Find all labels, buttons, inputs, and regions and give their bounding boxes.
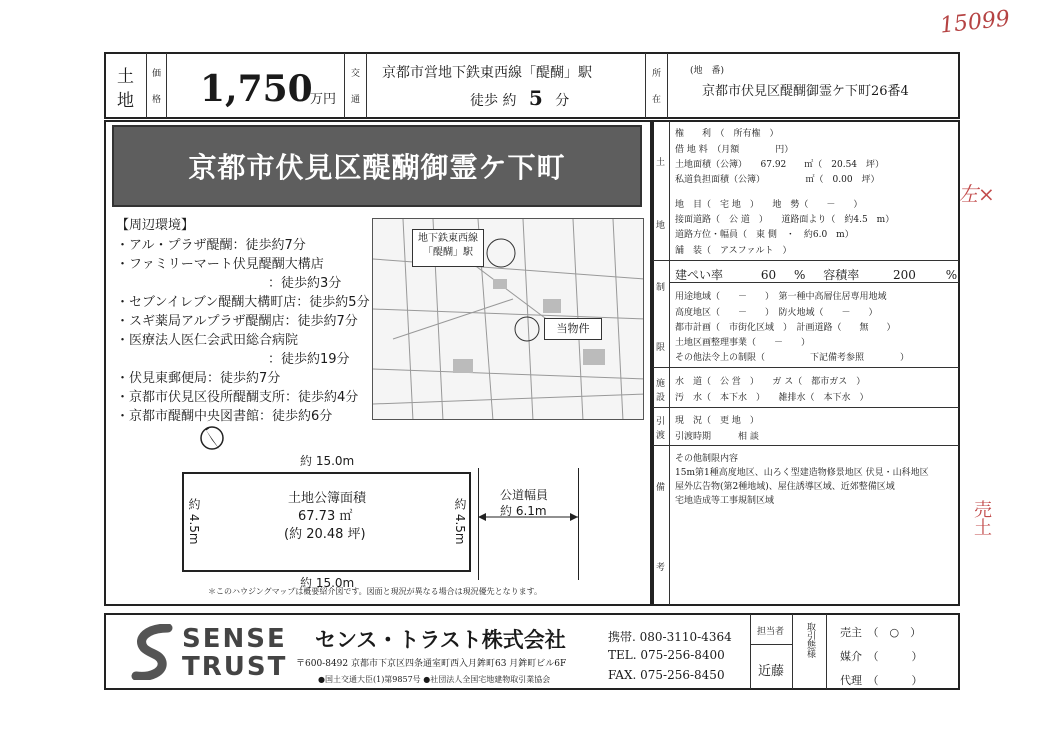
transaction-mode-label: 取引態様: [805, 622, 815, 658]
far-value: 200: [893, 268, 916, 282]
section-label: 備: [656, 483, 666, 493]
other-law-row: その他法令上の制限（ 下記備考参照 ）: [675, 353, 910, 363]
road-title: 公道幅員: [500, 488, 549, 502]
lease-row: 借 地 料 （月額 円）: [675, 145, 794, 155]
type-label: 地: [117, 91, 134, 111]
walk-minutes: 5: [528, 86, 543, 110]
price-label: 格: [152, 95, 162, 105]
rights-row: 権 利 （ 所有権 ）: [675, 129, 779, 139]
handwritten-number: 15099: [938, 6, 1012, 39]
mode-sale: 売主 （ ○ ）: [840, 626, 922, 639]
water-row: 水 道（ 公 営 ） ガ ス（ 都市ガス ）: [675, 377, 866, 387]
price-unit: 万円: [310, 92, 337, 107]
area-title: 土地公簿面積: [288, 491, 367, 506]
location-label: 所: [652, 69, 662, 79]
land-category-row: 地 目（ 宅 地 ） 地 勢（ － ）: [675, 200, 863, 210]
bcr-value: 60: [760, 268, 777, 282]
map-note: ＊このハウジングマップは概要紹介図です。図面と現況が異なる場合は現況優先となります。: [208, 587, 543, 596]
section-label: 地: [656, 221, 666, 231]
note-line: 屋外広告物(第2種地域)、屋住誘導区域、近郊整備区域: [675, 482, 895, 492]
list-item: ：徒歩約19分: [268, 352, 350, 367]
height-zone-row: 高度地区（ － ） 防火地域（ － ）: [675, 308, 878, 318]
tel-number: TEL. 075-256-8400: [608, 648, 725, 662]
readjust-row: 土地区画整理事業（ － ）: [675, 338, 811, 348]
company-logo-icon: [130, 624, 176, 680]
price-label: 価: [152, 69, 162, 79]
section-label: 考: [656, 563, 666, 573]
bcr-label: 建ぺい率: [675, 268, 724, 282]
handwritten-mark: 売土: [971, 500, 992, 536]
walk-prefix: 徒歩 約: [470, 93, 517, 109]
coverage-row: [675, 266, 957, 283]
city-plan-row: 都市計画（ 市街化区域 ） 計画道路（ 無 ）: [675, 323, 896, 333]
page-title: 京都市伏見区醍醐御霊ケ下町: [188, 151, 566, 184]
access-label: 交: [351, 69, 361, 79]
walk-time: [470, 86, 569, 110]
list-item: ・スギ薬局アルプラザ醍醐店：徒歩約7分: [116, 314, 358, 329]
section-label: 設: [656, 393, 666, 403]
access-label: 通: [351, 95, 361, 105]
title-banner: [112, 125, 642, 207]
area-tsubo: (約 20.48 坪): [284, 527, 366, 542]
plot-right-dimension: 約 4.5m: [453, 498, 467, 545]
lot-label: (地 番): [690, 66, 725, 76]
section-label: 引: [656, 417, 666, 427]
section-label: 制: [656, 283, 666, 293]
type-label: 土: [117, 67, 134, 87]
fax-number: FAX. 075-256-8450: [608, 668, 725, 682]
company-name: センス・トラスト株式会社: [315, 627, 566, 652]
list-item: ・京都市醍醐中央図書館：徒歩約6分: [116, 409, 333, 424]
location-label: 在: [652, 95, 662, 105]
sewage-row: 汚 水（ 本下水 ） 雑排水（ 本下水 ）: [675, 393, 869, 403]
far-unit: %: [945, 268, 958, 282]
logo-word: TRUST: [182, 652, 288, 682]
private-road-row: 私道負担面積（公簿） ㎡（ 0.00 坪）: [675, 175, 880, 185]
list-item: ・アル・プラザ醍醐：徒歩約7分: [116, 238, 306, 253]
mobile-number: 携帯. 080-3110-4364: [608, 630, 732, 644]
mode-proxy: 代理 （ ）: [840, 674, 923, 687]
bcr-unit: %: [793, 268, 806, 282]
road-width: 約 6.1m: [500, 504, 547, 518]
list-item: ・医療法人医仁会武田総合病院: [116, 333, 299, 348]
list-item: ・ファミリーマート伏見醍醐大構店: [116, 257, 324, 272]
section-label: 限: [656, 343, 666, 353]
property-label: 当物件: [544, 318, 602, 340]
staff-name: 近藤: [758, 664, 785, 679]
road-direction-row: 道路方位・幅員（ 東 側 ・ 約6.0 m）: [675, 230, 854, 240]
list-item: ・伏見東郵便局：徒歩約7分: [116, 371, 281, 386]
use-zone-row: 用途地域（ － ） 第一種中高層住居専用地域: [675, 292, 887, 302]
list-item: ・セブンイレブン醍醐大構町店：徒歩約5分: [116, 295, 370, 310]
list-item: ・京都市伏見区役所醍醐支所：徒歩約4分: [116, 390, 359, 405]
walk-unit: 分: [555, 93, 570, 109]
list-item: ：徒歩約3分: [268, 276, 342, 291]
note-line: 宅地造成等工事規制区域: [675, 496, 775, 506]
section-label: 施: [656, 379, 666, 389]
land-area-row: 土地面積（公簿） 67.92 ㎡（ 20.54 坪）: [675, 160, 885, 170]
company-address: 〒600-8492 京都市下京区四条通室町西入月鉾町63 月鉾町ビル6F: [296, 659, 567, 669]
note-line: 15m第1種高度地区、山ろく型建造物修景地区 伏見・山科地区: [675, 468, 929, 478]
address-text: 京都市伏見区醍醐御霊ケ下町26番4: [702, 84, 909, 99]
notes-title: その他制限内容: [675, 454, 739, 464]
compass-icon: [198, 420, 228, 454]
far-label: 容積率: [823, 268, 860, 282]
handover-row: 引渡時期 相 談: [675, 432, 759, 442]
price-value: 1,750: [200, 68, 313, 110]
road-contact-row: 接面道路（ 公 道 ） 道路面より（ 約4.5 m）: [675, 215, 895, 225]
section-label: 渡: [656, 431, 666, 441]
section-label: 土: [656, 158, 666, 168]
plot-left-dimension: 約 4.5m: [187, 498, 201, 545]
area-m2: 67.73 ㎡: [298, 509, 353, 524]
license-text: ●国土交通大臣(1)第9857号 ●社団法人全国宅地建物取引業協会: [318, 675, 551, 684]
station-label: 地下鉄東西線 「醍醐」駅: [412, 229, 484, 267]
station-text: 京都市営地下鉄東西線「醍醐」駅: [382, 65, 592, 81]
details-panel: [652, 120, 960, 606]
paving-row: 舗 装（ アスファルト ）: [675, 246, 792, 256]
environment-heading: 【周辺環境】: [116, 218, 195, 233]
handwritten-mark: 左×: [958, 182, 995, 206]
plot-bottom-dimension: 約 15.0m: [300, 576, 355, 590]
current-row: 現 況（ 更 地 ）: [675, 416, 759, 426]
mode-agent: 媒介 （ ）: [840, 650, 923, 663]
staff-label: 担当者: [757, 627, 785, 637]
plot-top-dimension: 約 15.0m: [300, 454, 355, 468]
road-width-arrow: [478, 510, 578, 524]
logo-word: SENSE: [182, 624, 287, 654]
